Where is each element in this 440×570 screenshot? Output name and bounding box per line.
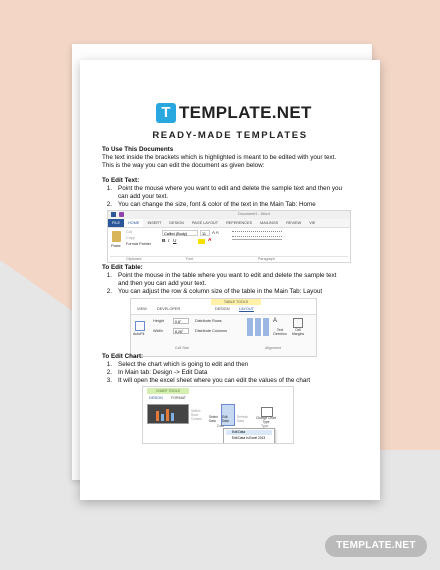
list-item: Select the chart which is going to edit and then: [118, 361, 249, 368]
document-page: [80, 60, 380, 500]
list-item-continued: and then you can add your text.: [118, 280, 207, 287]
list-number: 2.: [106, 369, 112, 376]
width-input[interactable]: 6.26": [173, 328, 189, 334]
edit-data-dropdown-menu: [223, 428, 275, 444]
tab-layout[interactable]: LAYOUT: [239, 307, 254, 311]
width-label: Width: [153, 329, 163, 333]
alignment-grid-icon[interactable]: [247, 318, 269, 336]
template-net-logo: [156, 103, 312, 123]
group-label-data: Data: [217, 424, 225, 428]
chart-tools-context-label: CHART TOOLS: [147, 388, 189, 394]
ribbon-tabs: [131, 306, 316, 314]
select-data-button[interactable]: Select Data: [209, 415, 218, 423]
cut-button[interactable]: Cut: [126, 230, 132, 234]
grow-font-icon[interactable]: A A: [212, 230, 219, 235]
tab-view[interactable]: VIE: [309, 220, 316, 225]
table-tools-context-label: TABLE TOOLS: [211, 299, 261, 305]
menu-item-edit-data[interactable]: Edit Data: [226, 430, 272, 435]
underline-icon[interactable]: U: [173, 239, 177, 244]
word-app-icon: [111, 212, 116, 217]
tab-review[interactable]: REVIEW: [286, 220, 302, 225]
paste-button-label[interactable]: Paste: [111, 244, 121, 248]
tab-page-layout[interactable]: PAGE LAYOUT: [191, 220, 219, 225]
ribbon-tabs: [108, 219, 350, 227]
distribute-columns-button[interactable]: Distribute Columns: [195, 329, 228, 333]
chart-style-bar: [156, 411, 159, 421]
ribbon-home-body: [108, 227, 350, 263]
tab-design[interactable]: DESIGN: [169, 220, 184, 225]
edit-data-label: Edit Data: [222, 415, 229, 423]
tab-home[interactable]: HOME: [124, 219, 143, 227]
chart-style-bar: [166, 409, 169, 421]
highlight-color-icon[interactable]: [198, 239, 205, 244]
intro-line-2: This is the way you can edit the document as given below:: [102, 162, 265, 169]
intro-heading: To Use This Documents: [102, 146, 174, 153]
chart-style-gallery[interactable]: [147, 404, 189, 424]
title-bar: [108, 211, 350, 219]
bold-icon[interactable]: B: [162, 239, 166, 244]
list-item: Point the mouse where you want to edit and delete the sample text and then you: [118, 185, 343, 192]
list-number: 1.: [106, 361, 112, 368]
copy-button[interactable]: Copy: [126, 236, 135, 240]
list-item: In Main tab: Design -> Edit Data: [118, 369, 208, 376]
font-color-icon[interactable]: A: [208, 238, 212, 243]
tab-design[interactable]: DESIGN: [215, 307, 230, 311]
edit-text-heading: To Edit Text:: [102, 177, 140, 184]
refresh-data-button[interactable]: Refresh Data: [237, 415, 249, 423]
list-number: 3.: [106, 377, 112, 384]
document-title: Document1 - Word: [238, 212, 270, 216]
cell-margins-icon[interactable]: [293, 318, 303, 328]
list-number: 1.: [106, 272, 112, 279]
intro-line-1: The text inside the brackets which is highlighted is meant to be edited with your text.: [102, 154, 337, 161]
watermark-badge: TEMPLATE.NET: [325, 535, 427, 557]
group-label-type: Type: [261, 424, 269, 428]
format-painter-button[interactable]: Format Painter: [126, 242, 152, 246]
change-chart-type-button[interactable]: Change Chart Type: [256, 416, 276, 424]
list-item: You can change the size, font & color of the text in the Main Tab: Home: [118, 201, 316, 208]
text-direction-icon[interactable]: A: [273, 318, 278, 324]
height-input[interactable]: 0.6": [173, 318, 189, 324]
ribbon-layout-body: [131, 314, 316, 357]
list-item: It will open the excel sheet where you can edit the values of the chart: [118, 377, 311, 384]
list-number: 2.: [106, 288, 112, 295]
tab-mailings[interactable]: MAILINGS: [260, 220, 279, 225]
autofit-icon[interactable]: [135, 321, 145, 331]
tab-insert[interactable]: INSERT: [147, 220, 162, 225]
menu-item-edit-data-in-excel[interactable]: Edit Data in Excel 2013: [232, 436, 266, 440]
word-home-ribbon-screenshot: [107, 210, 351, 263]
logo-name: TEMPLATE.NET: [179, 103, 312, 122]
switch-row-column-button[interactable]: Switch Row/ Column: [191, 409, 202, 421]
edit-chart-heading: To Edit Chart:: [102, 353, 144, 360]
save-icon: [119, 212, 124, 217]
group-label-alignment: Alignment: [265, 346, 281, 350]
edit-table-heading: To Edit Table:: [102, 264, 143, 271]
group-label-paragraph: Paragraph: [258, 257, 275, 261]
group-label-font: Font: [186, 257, 194, 261]
table-tools-ribbon-screenshot: [130, 298, 317, 357]
chart-tools-ribbon-screenshot: [142, 386, 294, 444]
list-number: 1.: [106, 185, 112, 192]
group-divider: [110, 256, 348, 257]
text-direction-button[interactable]: Text Direction: [273, 328, 287, 336]
chart-style-bar: [171, 413, 174, 421]
distribute-rows-button[interactable]: Distribute Rows: [195, 319, 222, 323]
tab-format[interactable]: FORMAT: [171, 396, 186, 400]
paste-clipboard-icon[interactable]: [112, 231, 121, 242]
tab-design[interactable]: DESIGN: [149, 396, 163, 400]
tab-developer[interactable]: DEVELOPER: [157, 307, 181, 311]
height-label: Height: [153, 319, 164, 323]
tab-view[interactable]: VIEW: [137, 307, 147, 311]
chart-style-bar: [161, 414, 164, 421]
logo-mark-icon: T: [156, 103, 176, 123]
font-name-select[interactable]: Calibri (Body): [162, 230, 198, 236]
list-item: You can adjust the row & column size of the table in the Main Tab: Layout: [118, 288, 323, 295]
autofit-button[interactable]: AutoFit: [133, 332, 145, 336]
list-item: Point the mouse in the table where you want to edit and delete the sample text: [118, 272, 337, 279]
group-label-clipboard: Clipboard: [126, 257, 142, 261]
cell-margins-button[interactable]: Cell Margins: [291, 328, 305, 336]
tab-file[interactable]: FILE: [108, 219, 124, 227]
font-size-select[interactable]: 11: [200, 230, 210, 236]
tab-references[interactable]: REFERENCES: [226, 220, 253, 225]
align-buttons-icon[interactable]: [232, 239, 282, 244]
document-subtitle: READY-MADE TEMPLATES: [152, 130, 308, 141]
list-item-continued: can add your text.: [118, 193, 169, 200]
group-label-cell-size: Cell Size: [175, 346, 190, 350]
list-buttons-icon[interactable]: [232, 231, 282, 237]
list-number: 2.: [106, 201, 112, 208]
italic-icon[interactable]: I: [168, 239, 170, 244]
